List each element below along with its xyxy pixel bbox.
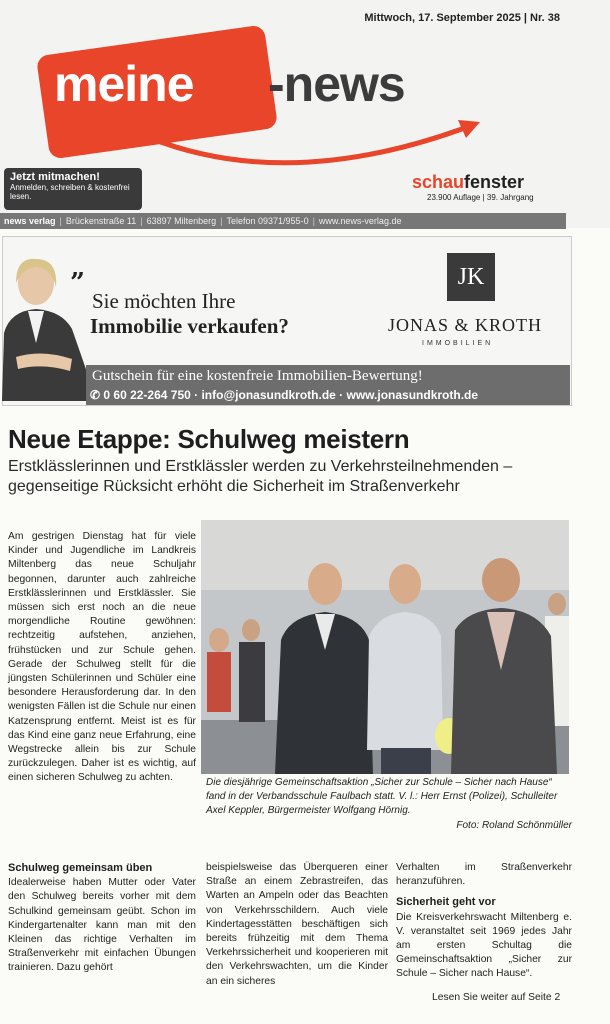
- ad-headline-1: Sie möchten Ihre: [92, 289, 236, 313]
- address-street: Brückenstraße 11: [65, 216, 137, 226]
- logo-news: -news: [268, 56, 405, 112]
- address-phone: Telefon 09371/955-0: [226, 216, 309, 226]
- auflage-line: 23.900 Auflage | 39. Jahrgang: [427, 193, 534, 202]
- photo-credit: Foto: Roland Schönmüller: [456, 820, 572, 831]
- paragraph-sicherheit: Die Kreisverkehrswacht Miltenberg e. V. veranstaltet seit 1969 jedes Jahr am ersten Schultag die Gemeinschaftsaktion „Sicher zur Schule – Sicher nach Hause“.: [396, 911, 572, 980]
- schaufenster-part-2: fenster: [464, 172, 525, 192]
- schaufenster-part-1: schau: [412, 172, 465, 192]
- mitmachen-title: Jetzt mitmachen!: [10, 171, 100, 183]
- verlag-label: news verlag: [4, 216, 56, 226]
- subheading-schulweg: Schulweg gemeinsam üben: [8, 862, 153, 874]
- quote-mark-icon: ”: [70, 268, 85, 298]
- address-web[interactable]: www.news-verlag.de: [318, 216, 402, 226]
- article-headline: Neue Etappe: Schulweg meistern: [8, 424, 410, 454]
- paragraph-schulweg: Idealerweise haben Mutter oder Vater den Schulweg bereits vorher mit dem Schulkind gemeinsam geübt. Schon im Kindergartenalter kann man mit den Kleinen das richtige Verhalten im Straßenverkehr mit einfachen Übungen trainieren. Dazu gehört: [8, 877, 196, 974]
- photo-caption: Die diesjährige Gemeinschaftsaktion „Sicher zur Schule – Sicher nach Hause“ fand in der Verbandsschule Faulbach statt. V. l.: Herr Ernst (Polizei), Schulleiter Axel Keppler, Bürgermeister Wolfgang Hörnig.: [206, 777, 558, 816]
- company-name: JONAS & KROTH: [388, 315, 543, 335]
- article-subhead: Erstklässlerinnen und Erstklässler werden zu Verkehrsteilnehmenden – gegenseitige Rücksicht erhöht die Sicherheit im Straßenverkehr: [8, 458, 513, 495]
- ad-contact[interactable]: ✆ 0 60 22-264 750 · info@jonasundkroth.de · www.jonasundkroth.de: [90, 388, 479, 402]
- address-bar: news verlag | Brückenstraße 11 | 63897 Miltenberg | Telefon 09371/955-0 | www.news-verlag.de: [0, 213, 566, 229]
- subheading-sicherheit: Sicherheit geht vor: [396, 896, 496, 909]
- logo-meine: meine: [54, 56, 194, 112]
- article-column-2: beispielsweise das Überqueren einer Straße an einem Zebrastreifen, das Warten an Ampeln oder das Beachten von Verkehrsschildern. Auch viele Kindertagesstätten beschäftigen sich bereits frühzeitig mit dem Thema Verkehrssicherheit und kooperieren mit den Verkehrswachten, um die Kinder an ein sicheres: [206, 862, 388, 987]
- ad-headline-2: Immobilie verkaufen?: [90, 314, 289, 338]
- mitmachen-text: Anmelden, schreiben & kostenfrei lesen.: [10, 183, 130, 201]
- article-column-1-lower: [8, 861, 196, 976]
- article-column-3: [396, 861, 572, 982]
- mitmachen-box: [4, 168, 142, 210]
- schaufenster-logo: [412, 172, 524, 193]
- address-city: 63897 Miltenberg: [146, 216, 217, 226]
- jk-logo: JK: [447, 253, 495, 301]
- article-photo: [201, 520, 569, 774]
- dateline: Mittwoch, 17. September 2025 | Nr. 38: [364, 12, 560, 24]
- ad-gutschein: Gutschein für eine kostenfreie Immobilien-Bewertung!: [92, 368, 423, 384]
- article-column-1: Am gestrigen Dienstag hat für viele Kinder und Jugendliche im Landkreis Miltenberg das neue Schuljahr begonnen, darunter auch zahlreiche Erstklässlerinnen und Erstklässler. Sie müssen sich erst noch an die neue morgendliche Routine gewöhnen: rechtzeitig aufstehen, anziehen, frühstücken und zur Schule gehen. Gerade der Schulweg stellt für die jüngsten Schülerinnen und Schüler eine besondere Herausforderung dar. In den wenigsten Fällen ist die Schule nur einen Katzensprung entfernt. Meist ist es für das Kind eine ganz neue Erfahrung, eine Wegstrecke allein bis zur Schule zurückzulegen. Daher ist es wichtig, auf einen sicheren Schulweg zu achten.: [8, 531, 196, 784]
- paragraph-verhalten: Verhalten im Straßenverkehr heranzuführen.: [396, 862, 572, 888]
- continue-link[interactable]: Lesen Sie weiter auf Seite 2: [432, 992, 561, 1003]
- company-subtitle: IMMOBILIEN: [422, 340, 494, 347]
